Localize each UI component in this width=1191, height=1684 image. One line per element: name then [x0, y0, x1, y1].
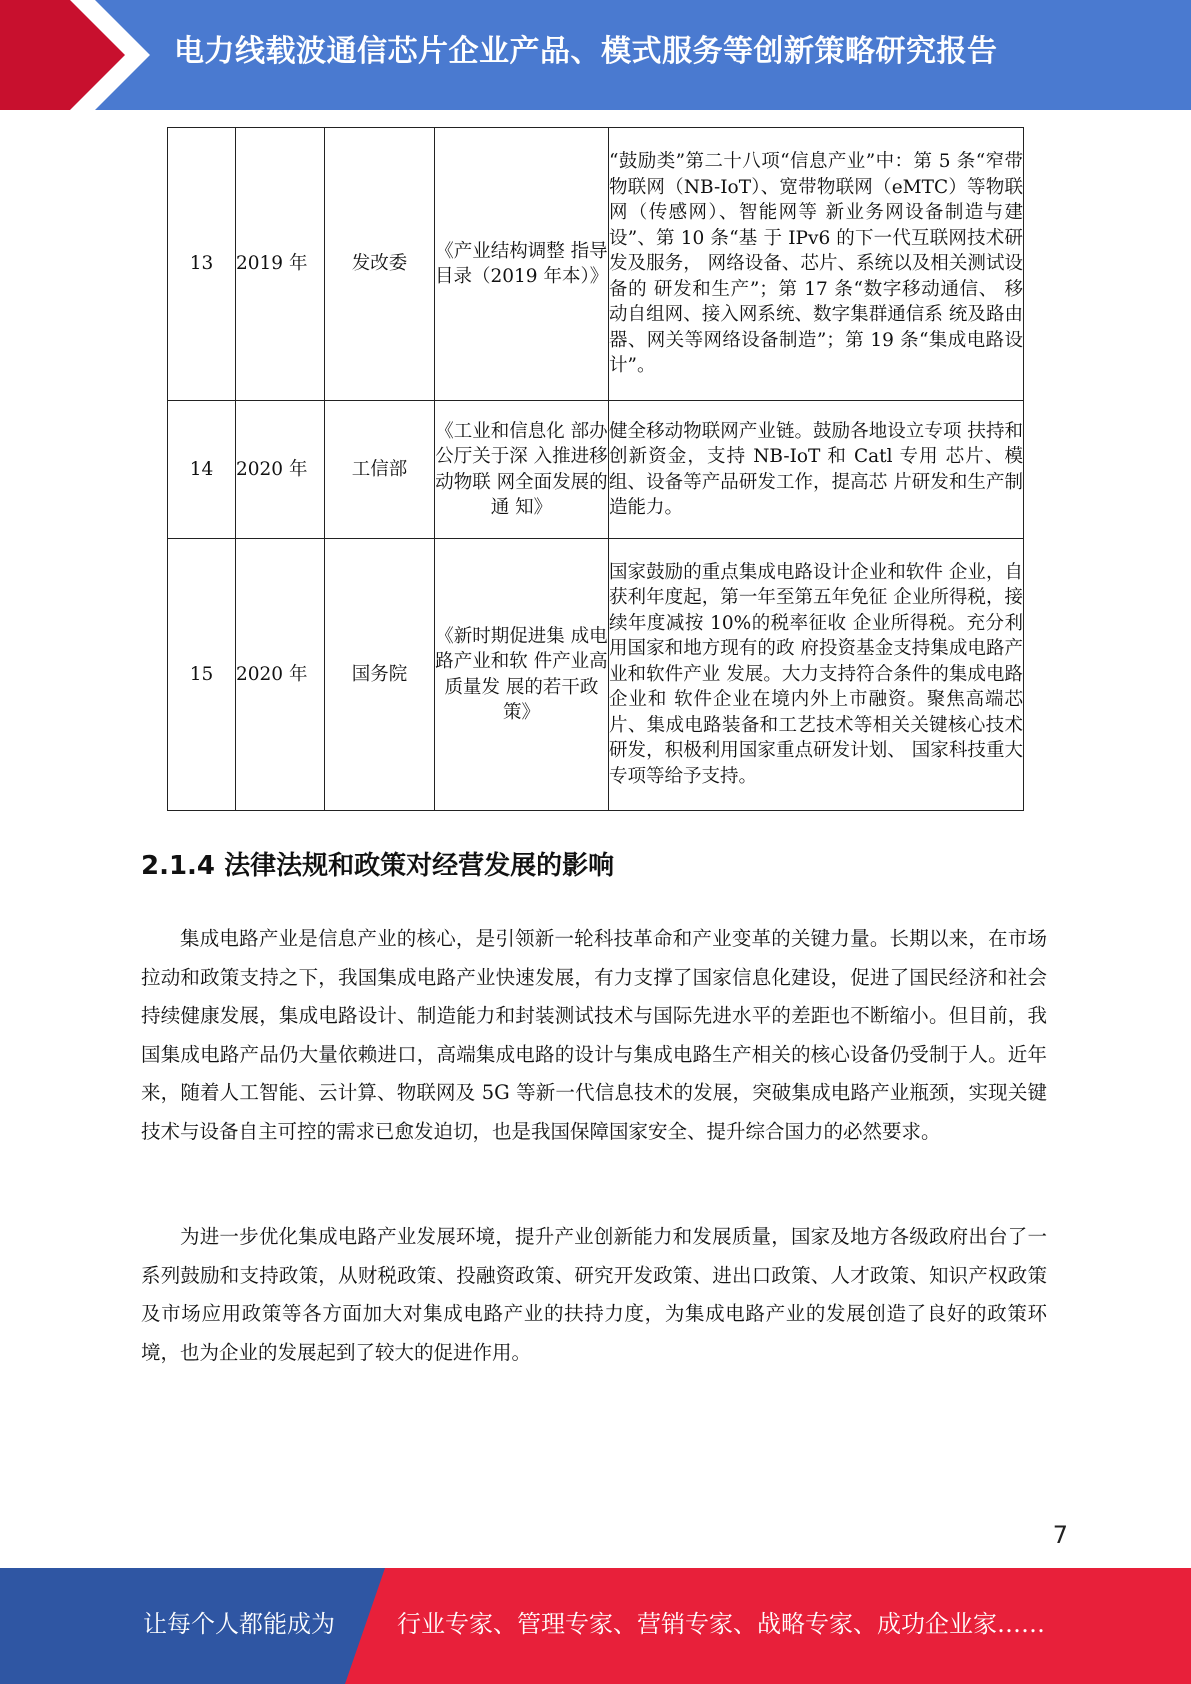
- footer-slogan-right: 行业专家、管理专家、营销专家、战略专家、成功企业家……: [397, 1610, 1045, 1638]
- footer-slogan-left: 让每个人都能成为: [143, 1610, 335, 1638]
- row-year: 2020 年: [236, 401, 325, 539]
- section-heading: 2.1.4 法律法规和政策对经营发展的影响: [141, 851, 615, 881]
- table-row: [168, 539, 1024, 811]
- report-title: 电力线载波通信芯片企业产品、模式服务等创新策略研究报告: [174, 34, 998, 69]
- row-policy-title: 《产业结构调整 指导目录（2019 年本）》: [435, 128, 609, 401]
- row-year: 2020 年: [236, 539, 325, 811]
- row-policy-content: 国家鼓励的重点集成电路设计企业和软件 企业，自获利年度起，第一年至第五年免征 企业所得税，接续年度减按 10%的税率征收 企业所得税。充分利用国家和地方现有的政 府投资基金支持集成电路产业和软件产业 发展。大力支持符合条件的集成电路企业和 软件企业在境内外上市融资。聚焦高端芯 片、集成电路装备和工艺技术等相关关键核心技术研发，积极利用国家重点研发计划、 国家科技重大专项等给予支持。: [609, 539, 1024, 811]
- row-year: 2019 年: [236, 128, 325, 401]
- page-header: [0, 0, 1191, 110]
- page-number: 7: [1052, 1521, 1068, 1549]
- body-paragraph: 集成电路产业是信息产业的核心，是引领新一轮科技革命和产业变革的关键力量。长期以来，在市场拉动和政策支持之下，我国集成电路产业快速发展，有力支撑了国家信息化建设，促进了国民经济和社会持续健康发展，集成电路设计、制造能力和封装测试技术与国际先进水平的差距也不断缩小。但目前，我国集成电路产品仍大量依赖进口，高端集成电路的设计与集成电路生产相关的核心设备仍受制于人。近年来，随着人工智能、云计算、物联网及 5G 等新一代信息技术的发展，突破集成电路产业瓶颈，实现关键技术与设备自主可控的需求已愈发迫切，也是我国保障国家安全、提升综合国力的必然要求。: [141, 927, 1047, 1143]
- row-department: 工信部: [325, 401, 435, 539]
- row-policy-title: 《新时期促进集 成电路产业和软 件产业高质量发 展的若干政策》: [435, 539, 609, 811]
- row-policy-content: 健全移动物联网产业链。鼓励各地设立专项 扶持和创新资金，支持 NB-IoT 和 Catl 专用 芯片、模组、设备等产品研发工作，提高芯 片研发和生产制造能力。: [609, 401, 1024, 539]
- row-number: 15: [168, 539, 236, 811]
- table-row: [168, 401, 1024, 539]
- body-paragraph: 为进一步优化集成电路产业发展环境，提升产业创新能力和发展质量，国家及地方各级政府出台了一系列鼓励和支持政策，从财税政策、投融资政策、研究开发政策、进出口政策、人才政策、知识产权政策及市场应用政策等各方面加大对集成电路产业的扶持力度，为集成电路产业的发展创造了良好的政策环境，也为企业的发展起到了较大的促进作用。: [141, 1225, 1047, 1364]
- page-footer: [0, 1568, 1191, 1684]
- row-number: 14: [168, 401, 236, 539]
- row-number: 13: [168, 128, 236, 401]
- row-policy-content: “鼓励类”第二十八项“信息产业”中：第 5 条“窄带物联网（NB-IoT）、宽带物联网（eMTC）等物联网（传感网）、智能网等 新业务网设备制造与建设”、第 10 条“基 于 IPv6 的下一代互联网技术研发及服务， 网络设备、芯片、系统以及相关测试设备的 研发和生产”；第 17 条“数字移动通信、 移动自组网、接入网系统、数字集群通信系 统及路由器、网关等网络设备制造”；第 19 条“集成电路设计”。: [609, 128, 1024, 401]
- row-policy-title: 《工业和信息化 部办公厅关于深 入推进移动物联 网全面发展的通 知》: [435, 401, 609, 539]
- row-department: 国务院: [325, 539, 435, 811]
- table-row: [168, 128, 1024, 401]
- header-chevron-decoration: [0, 0, 160, 110]
- row-department: 发改委: [325, 128, 435, 401]
- policy-table: [167, 127, 1024, 811]
